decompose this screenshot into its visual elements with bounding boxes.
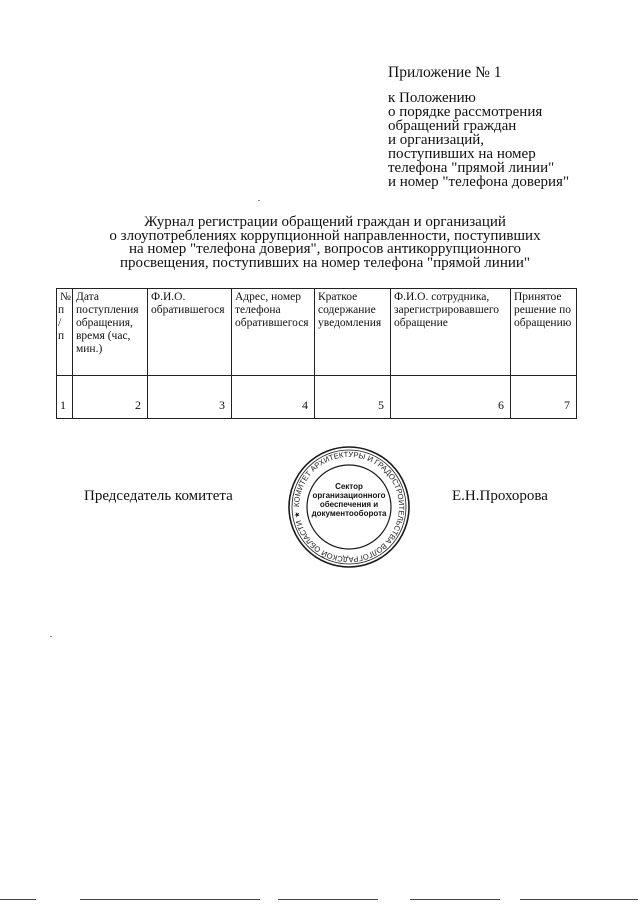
column-header-address: Адрес, номер телефона обратившегося <box>232 289 315 376</box>
appendix-block <box>388 66 569 189</box>
column-header-number <box>57 289 73 376</box>
bottom-divider <box>520 899 638 900</box>
bottom-divider <box>410 899 500 900</box>
table-cell: 5 <box>315 376 391 419</box>
journal-title-line: о злоупотреблениях коррупционной направленности, поступивших <box>109 227 541 244</box>
number-char: / <box>58 317 62 329</box>
stamp-line: Сектор <box>335 482 363 491</box>
appendix-line: и номер "телефона доверия" <box>388 174 570 190</box>
journal-title <box>60 216 590 270</box>
stamp-center-text <box>308 482 390 518</box>
appendix-line: обращений граждан <box>388 118 517 134</box>
bottom-divider <box>0 899 36 900</box>
column-header-decision: Принятое решение по обращению <box>511 289 577 376</box>
table-cell: 6 <box>391 376 511 419</box>
number-char: п <box>58 304 65 316</box>
appendix-line: телефона "прямой линии" <box>388 160 555 176</box>
column-header-employee: Ф.И.О. сотрудника, зарегистрировавшего обращение <box>391 289 511 376</box>
column-header-summary: Краткое содержание уведомления <box>315 289 391 376</box>
registration-table <box>56 288 577 419</box>
signatory-position: Председатель комитета <box>84 488 233 504</box>
bottom-divider <box>278 899 378 900</box>
signatory-name: Е.Н.Прохорова <box>452 488 548 504</box>
stamp-line: обеспечения и <box>319 500 379 509</box>
stamp-ring-text: КОМИТЕТ АРХИТЕКТУРЫ И ГРАДОСТРОИТЕЛЬСТВА ВОЛГОГРАДСКОЙ ОБЛАСТИ ★ <box>291 449 407 565</box>
scan-dot <box>50 636 52 637</box>
stamp-line: организационного <box>312 491 386 500</box>
scan-dot <box>258 200 260 201</box>
table-cell: 3 <box>148 376 232 419</box>
appendix-line: поступивших на номер <box>388 146 536 162</box>
number-char: п <box>58 330 65 342</box>
bottom-divider <box>80 899 260 900</box>
appendix-line: к Положению <box>388 90 476 106</box>
column-header-date: Дата поступления обращения, время (час, мин.) <box>73 289 148 376</box>
table-cell: 4 <box>232 376 315 419</box>
journal-title-line: Журнал регистрации обращений граждан и организаций <box>144 214 506 230</box>
table-number-row <box>57 376 577 419</box>
table-header-row <box>57 289 577 376</box>
column-header-name: Ф.И.О. обратившегося <box>148 289 232 376</box>
table-cell: 7 <box>511 376 577 419</box>
table-cell: 2 <box>73 376 148 419</box>
number-symbol: № <box>60 291 71 303</box>
table-cell: 1 <box>57 376 73 419</box>
appendix-line: и организаций, <box>388 132 485 148</box>
journal-title-line: просвещения, поступивших на номер телефона "прямой линии" <box>119 254 531 271</box>
appendix-title: Приложение № 1 <box>388 64 502 81</box>
stamp-line: документооборота <box>311 509 387 518</box>
journal-title-line: на номер "телефона доверия", вопросов антикоррупционного <box>128 241 522 257</box>
appendix-line: о порядке рассмотрения <box>388 104 543 120</box>
